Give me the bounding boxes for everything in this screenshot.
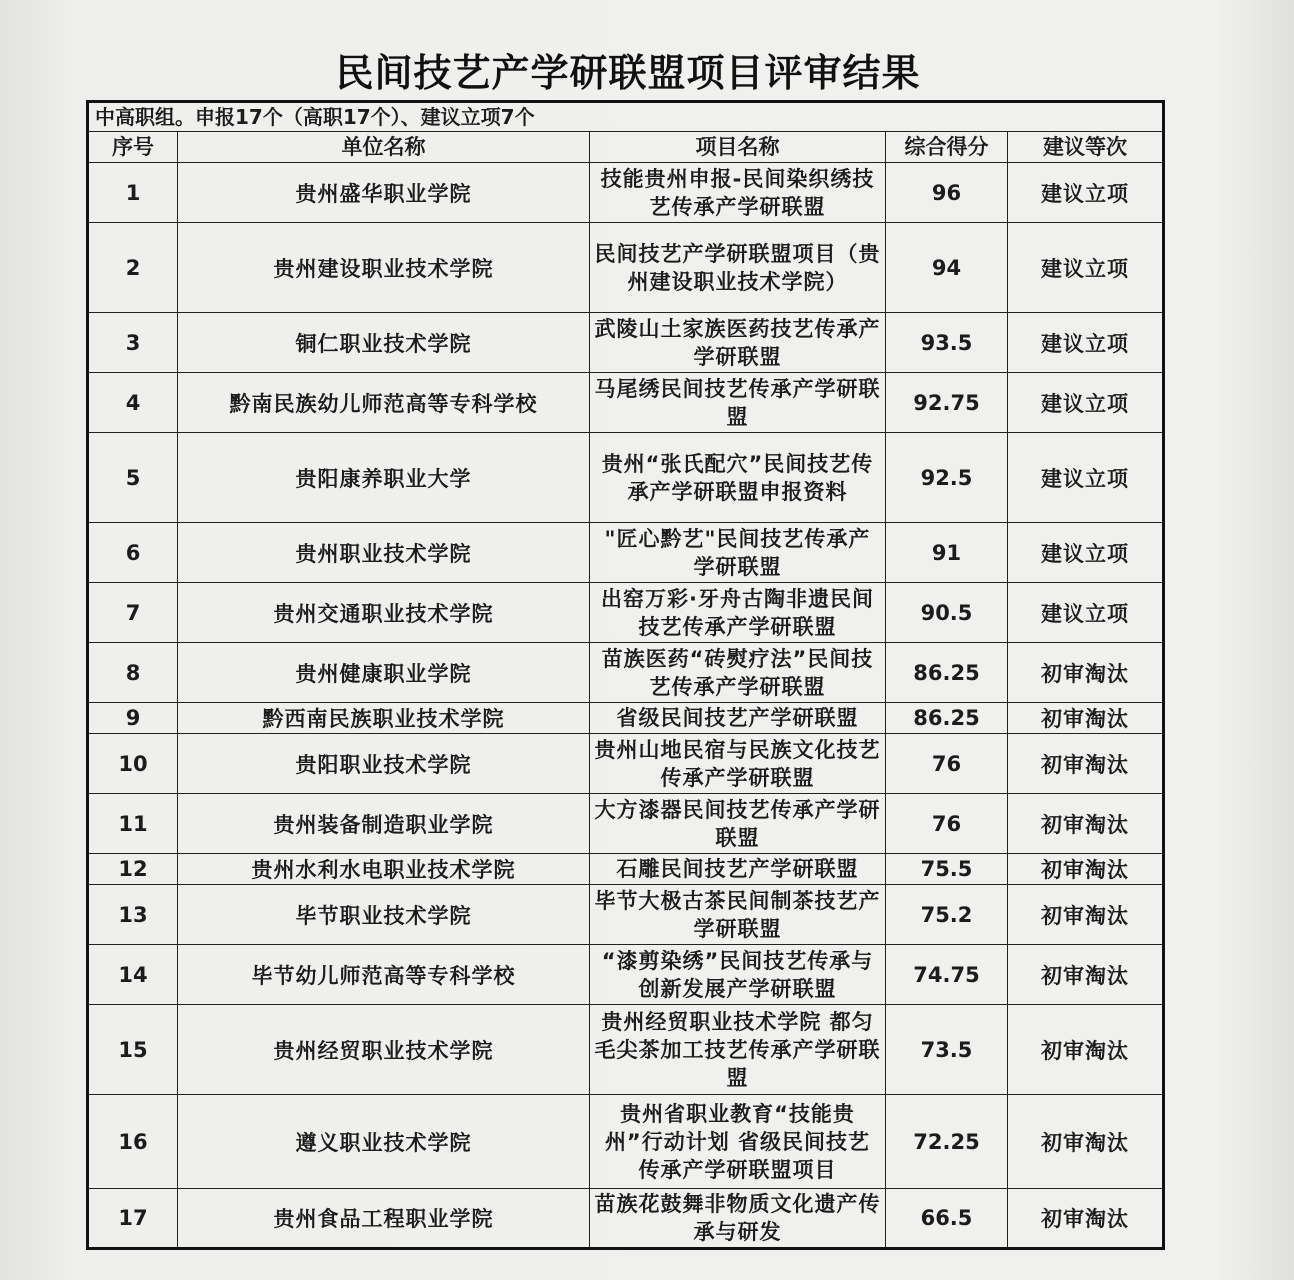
- cell-unit: 贵州健康职业学院: [178, 643, 590, 703]
- cell-score: 75.5: [886, 854, 1008, 885]
- cell-unit: 贵州食品工程职业学院: [178, 1189, 590, 1249]
- cell-project: 省级民间技艺产学研联盟: [590, 703, 886, 734]
- cell-project: 苗族花鼓舞非物质文化遗产传承与研发: [590, 1189, 886, 1249]
- cell-no: 7: [88, 583, 178, 643]
- cell-project: 武陵山土家族医药技艺传承产学研联盟: [590, 313, 886, 373]
- document-title: 民间技艺产学研联盟项目评审结果: [335, 50, 921, 95]
- cell-unit: 黔南民族幼儿师范高等专科学校: [178, 373, 590, 433]
- cell-no: 4: [88, 373, 178, 433]
- cell-project: 贵州山地民宿与民族文化技艺传承产学研联盟: [590, 734, 886, 794]
- cell-no: 1: [88, 163, 178, 223]
- cell-no: 12: [88, 854, 178, 885]
- cell-score: 74.75: [886, 945, 1008, 1005]
- cell-project: 出窑万彩·牙舟古陶非遗民间技艺传承产学研联盟: [590, 583, 886, 643]
- table-row: [88, 1189, 1164, 1249]
- table-row: [88, 523, 1164, 583]
- group-header-row: [88, 102, 1164, 132]
- cell-no: 9: [88, 703, 178, 734]
- cell-score: 92.75: [886, 373, 1008, 433]
- table-row: [88, 583, 1164, 643]
- cell-no: 14: [88, 945, 178, 1005]
- cell-no: 2: [88, 223, 178, 313]
- cell-score: 72.25: [886, 1095, 1008, 1189]
- cell-unit: 贵州交通职业技术学院: [178, 583, 590, 643]
- cell-project: 大方漆器民间技艺传承产学研联盟: [590, 794, 886, 854]
- table-row: [88, 223, 1164, 313]
- cell-project: 马尾绣民间技艺传承产学研联盟: [590, 373, 886, 433]
- cell-score: 96: [886, 163, 1008, 223]
- cell-score: 92.5: [886, 433, 1008, 523]
- table-row: [88, 1095, 1164, 1189]
- cell-score: 93.5: [886, 313, 1008, 373]
- table-row: [88, 945, 1164, 1005]
- cell-score: 90.5: [886, 583, 1008, 643]
- cell-level: 初审淘汰: [1008, 1095, 1164, 1189]
- cell-score: 73.5: [886, 1005, 1008, 1095]
- cell-no: 17: [88, 1189, 178, 1249]
- cell-level: 初审淘汰: [1008, 885, 1164, 945]
- cell-level: 建议立项: [1008, 163, 1164, 223]
- group-header: 中高职组。申报17个（高职17个）、建议立项7个: [88, 102, 1164, 132]
- table-row: [88, 885, 1164, 945]
- cell-score: 76: [886, 794, 1008, 854]
- column-header-row: [88, 132, 1164, 163]
- cell-no: 6: [88, 523, 178, 583]
- column-header-score: 综合得分: [886, 132, 1008, 163]
- cell-level: 初审淘汰: [1008, 794, 1164, 854]
- table-row: [88, 163, 1164, 223]
- cell-level: 初审淘汰: [1008, 1005, 1164, 1095]
- cell-project: "匠心黔艺"民间技艺传承产学研联盟: [590, 523, 886, 583]
- table-row: [88, 703, 1164, 734]
- cell-no: 11: [88, 794, 178, 854]
- cell-level: 初审淘汰: [1008, 854, 1164, 885]
- table-row: [88, 313, 1164, 373]
- cell-level: 建议立项: [1008, 523, 1164, 583]
- table-row: [88, 794, 1164, 854]
- cell-score: 75.2: [886, 885, 1008, 945]
- cell-no: 10: [88, 734, 178, 794]
- cell-unit: 贵州水利水电职业技术学院: [178, 854, 590, 885]
- cell-unit: 贵阳职业技术学院: [178, 734, 590, 794]
- cell-unit: 贵阳康养职业大学: [178, 433, 590, 523]
- cell-unit: 贵州装备制造职业学院: [178, 794, 590, 854]
- cell-project: 贵州“张氏配穴”民间技艺传承产学研联盟申报资料: [590, 433, 886, 523]
- cell-score: 66.5: [886, 1189, 1008, 1249]
- cell-level: 建议立项: [1008, 433, 1164, 523]
- cell-no: 8: [88, 643, 178, 703]
- column-header-project: 项目名称: [590, 132, 886, 163]
- cell-no: 13: [88, 885, 178, 945]
- cell-level: 初审淘汰: [1008, 1189, 1164, 1249]
- column-header-no: 序号: [88, 132, 178, 163]
- table-row: [88, 373, 1164, 433]
- cell-unit: 贵州建设职业技术学院: [178, 223, 590, 313]
- cell-level: 建议立项: [1008, 313, 1164, 373]
- column-header-unit: 单位名称: [178, 132, 590, 163]
- cell-no: 5: [88, 433, 178, 523]
- cell-score: 86.25: [886, 703, 1008, 734]
- cell-project: 贵州经贸职业技术学院 都匀毛尖茶加工技艺传承产学研联盟: [590, 1005, 886, 1095]
- cell-no: 16: [88, 1095, 178, 1189]
- cell-level: 初审淘汰: [1008, 945, 1164, 1005]
- cell-project: 石雕民间技艺产学研联盟: [590, 854, 886, 885]
- cell-unit: 贵州职业技术学院: [178, 523, 590, 583]
- cell-no: 3: [88, 313, 178, 373]
- cell-score: 94: [886, 223, 1008, 313]
- cell-level: 初审淘汰: [1008, 643, 1164, 703]
- cell-unit: 贵州经贸职业技术学院: [178, 1005, 590, 1095]
- cell-project: “漆剪染绣”民间技艺传承与创新发展产学研联盟: [590, 945, 886, 1005]
- cell-project: 民间技艺产学研联盟项目（贵州建设职业技术学院）: [590, 223, 886, 313]
- cell-score: 76: [886, 734, 1008, 794]
- cell-level: 初审淘汰: [1008, 734, 1164, 794]
- cell-project: 毕节大极古茶民间制茶技艺产学研联盟: [590, 885, 886, 945]
- cell-level: 初审淘汰: [1008, 703, 1164, 734]
- results-table: [86, 100, 1165, 1250]
- cell-unit: 毕节幼儿师范高等专科学校: [178, 945, 590, 1005]
- cell-unit: 毕节职业技术学院: [178, 885, 590, 945]
- cell-project: 贵州省职业教育“技能贵州”行动计划 省级民间技艺传承产学研联盟项目: [590, 1095, 886, 1189]
- cell-project: 苗族医药“砖熨疗法”民间技艺传承产学研联盟: [590, 643, 886, 703]
- cell-level: 建议立项: [1008, 583, 1164, 643]
- column-header-level: 建议等次: [1008, 132, 1164, 163]
- cell-level: 建议立项: [1008, 223, 1164, 313]
- cell-unit: 黔西南民族职业技术学院: [178, 703, 590, 734]
- table-row: [88, 1005, 1164, 1095]
- cell-unit: 铜仁职业技术学院: [178, 313, 590, 373]
- cell-project: 技能贵州申报-民间染织绣技艺传承产学研联盟: [590, 163, 886, 223]
- cell-score: 91: [886, 523, 1008, 583]
- table-row: [88, 734, 1164, 794]
- table-row: [88, 433, 1164, 523]
- cell-unit: 遵义职业技术学院: [178, 1095, 590, 1189]
- cell-no: 15: [88, 1005, 178, 1095]
- cell-unit: 贵州盛华职业学院: [178, 163, 590, 223]
- table-row: [88, 854, 1164, 885]
- cell-level: 建议立项: [1008, 373, 1164, 433]
- cell-score: 86.25: [886, 643, 1008, 703]
- table-row: [88, 643, 1164, 703]
